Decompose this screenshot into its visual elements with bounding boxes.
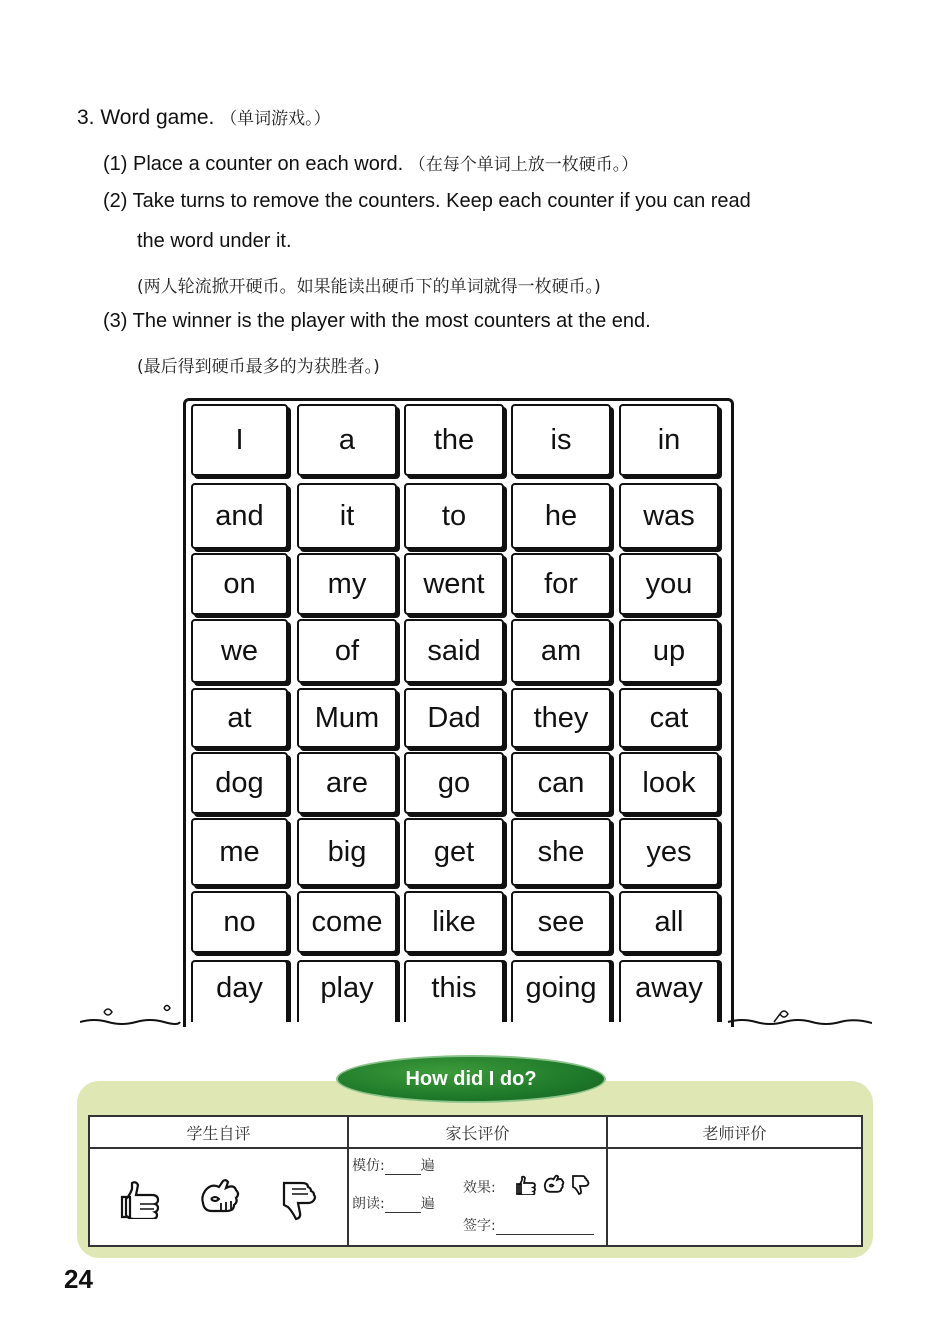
effect-ok-hand-icon[interactable]: [542, 1174, 566, 1196]
word-brick[interactable]: went: [404, 553, 504, 615]
word-brick[interactable]: it: [297, 483, 397, 549]
how-did-i-do-banner: How did I do?: [336, 1055, 606, 1103]
word-brick[interactable]: is: [511, 404, 611, 476]
word-brick[interactable]: going: [511, 960, 611, 1022]
word-brick[interactable]: I: [191, 404, 288, 476]
header-teacher: 老师评价: [607, 1116, 862, 1148]
step-2-cn: (两人轮流掀开硬币。如果能读出硬币下的单词就得一枚硬币。): [137, 277, 601, 297]
word-brick[interactable]: am: [511, 619, 611, 683]
word-brick[interactable]: no: [191, 891, 288, 953]
exercise-title: [77, 104, 331, 130]
word-brick[interactable]: get: [404, 818, 504, 886]
word-brick[interactable]: me: [191, 818, 288, 886]
word-brick[interactable]: are: [297, 752, 397, 814]
step-1-en: (1) Place a counter on each word.: [103, 153, 404, 175]
word-brick[interactable]: yes: [619, 818, 719, 886]
effect-thumbs-down-icon[interactable]: [570, 1174, 590, 1196]
read-row: [352, 1193, 435, 1213]
word-brick[interactable]: this: [404, 960, 504, 1022]
header-parent: 家长评价: [348, 1116, 607, 1148]
thumbs-down-icon[interactable]: [278, 1179, 318, 1223]
word-brick[interactable]: away: [619, 960, 719, 1022]
page-number: 24: [64, 1264, 93, 1294]
step-2-line-1: (2) Take turns to remove the counters. Keep each counter if you can read: [103, 190, 751, 212]
word-brick[interactable]: like: [404, 891, 504, 953]
word-brick[interactable]: in: [619, 404, 719, 476]
word-wall: [188, 404, 726, 1024]
title-en: 3. Word game.: [77, 106, 215, 129]
step-2-line-2: the word under it.: [137, 230, 292, 252]
header-self: 学生自评: [89, 1116, 348, 1148]
word-brick[interactable]: for: [511, 553, 611, 615]
imitate-row: [352, 1155, 435, 1175]
step-1-cn: （在每个单词上放一枚硬币。）: [408, 155, 639, 175]
word-brick[interactable]: we: [191, 619, 288, 683]
word-brick[interactable]: my: [297, 553, 397, 615]
teacher-eval-cell[interactable]: [607, 1148, 862, 1246]
word-brick[interactable]: to: [404, 483, 504, 549]
evaluation-table: [88, 1115, 863, 1247]
word-brick[interactable]: can: [511, 752, 611, 814]
imitate-blank[interactable]: [385, 1174, 421, 1175]
word-brick[interactable]: on: [191, 553, 288, 615]
sign-blank[interactable]: [496, 1234, 594, 1235]
word-brick[interactable]: he: [511, 483, 611, 549]
word-brick[interactable]: look: [619, 752, 719, 814]
thumbs-up-icon[interactable]: [118, 1179, 162, 1219]
word-brick[interactable]: cat: [619, 688, 719, 748]
read-label: 朗读:: [352, 1196, 385, 1212]
word-brick[interactable]: of: [297, 619, 397, 683]
ground-line: [80, 998, 872, 1038]
word-brick[interactable]: play: [297, 960, 397, 1022]
word-brick[interactable]: said: [404, 619, 504, 683]
step-1: [103, 150, 638, 176]
effect-row: [463, 1177, 496, 1197]
step-3-en: (3) The winner is the player with the most counters at the end.: [103, 310, 651, 332]
word-brick[interactable]: Dad: [404, 688, 504, 748]
word-brick[interactable]: was: [619, 483, 719, 549]
sign-row: [463, 1215, 594, 1235]
word-brick[interactable]: you: [619, 553, 719, 615]
read-blank[interactable]: [385, 1212, 421, 1213]
word-brick[interactable]: go: [404, 752, 504, 814]
word-brick[interactable]: see: [511, 891, 611, 953]
word-brick[interactable]: all: [619, 891, 719, 953]
word-brick[interactable]: she: [511, 818, 611, 886]
word-brick[interactable]: day: [191, 960, 288, 1022]
word-brick[interactable]: they: [511, 688, 611, 748]
effect-label: 效果:: [463, 1180, 496, 1196]
imitate-unit: 遍: [420, 1158, 435, 1174]
step-3-cn: (最后得到硬币最多的为获胜者。): [137, 357, 380, 377]
parent-eval-cell: [348, 1148, 607, 1246]
word-brick[interactable]: a: [297, 404, 397, 476]
effect-thumbs-up-icon[interactable]: [515, 1175, 537, 1195]
read-unit: 遍: [420, 1196, 435, 1212]
ok-hand-icon[interactable]: [197, 1177, 243, 1219]
imitate-label: 模仿:: [352, 1158, 385, 1174]
word-brick[interactable]: big: [297, 818, 397, 886]
word-brick[interactable]: up: [619, 619, 719, 683]
title-cn: （单词游戏。）: [220, 109, 331, 129]
word-brick[interactable]: and: [191, 483, 288, 549]
word-brick[interactable]: the: [404, 404, 504, 476]
word-brick[interactable]: come: [297, 891, 397, 953]
word-brick[interactable]: dog: [191, 752, 288, 814]
sign-label: 签字:: [463, 1218, 496, 1234]
word-brick[interactable]: at: [191, 688, 288, 748]
word-brick[interactable]: Mum: [297, 688, 397, 748]
self-eval-cell: [89, 1148, 348, 1246]
